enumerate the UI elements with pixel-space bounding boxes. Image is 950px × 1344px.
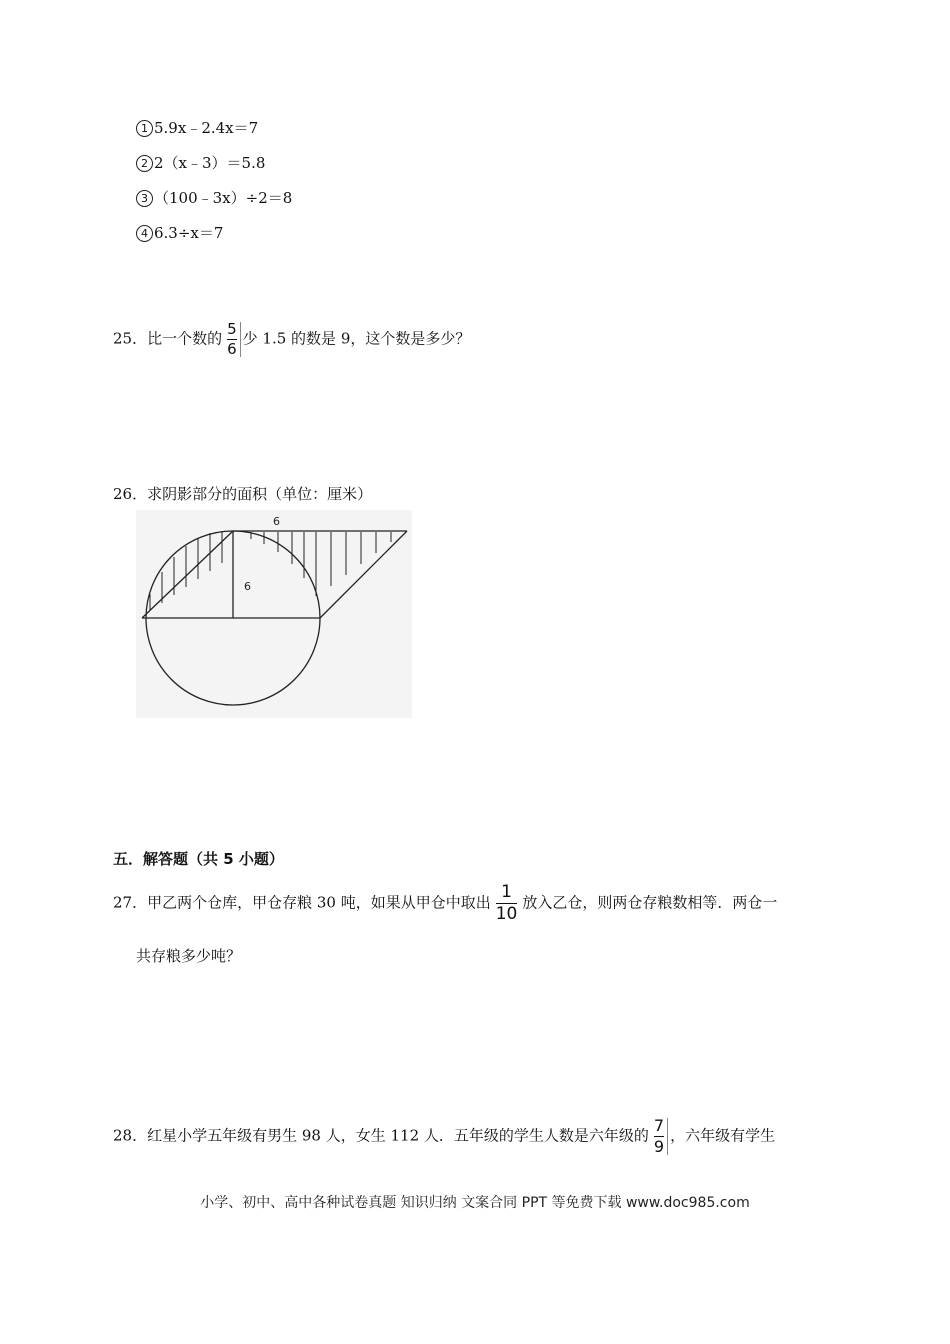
equation-text: （100﹣3x）÷2＝8 xyxy=(154,189,293,207)
question-text: 求阴影部分的面积（单位：厘米） xyxy=(147,485,373,503)
circled-number: 3 xyxy=(136,190,153,207)
circled-number: 4 xyxy=(136,225,153,242)
circled-number: 2 xyxy=(136,155,153,172)
question-text: 红星小学五年级有男生 98 人，女生 112 人．五年级的学生人数是六年级的 xyxy=(147,1126,649,1145)
equation-text: 6.3÷x＝7 xyxy=(154,224,224,242)
fraction-denominator: 10 xyxy=(495,904,518,924)
fraction-numerator: 7 xyxy=(653,1116,665,1135)
fraction xyxy=(651,1118,668,1155)
question-27 xyxy=(113,884,777,923)
question-number: 28． xyxy=(113,1126,148,1145)
equation-text: 5.9x﹣2.4x＝7 xyxy=(154,119,259,137)
question-number: 26． xyxy=(113,485,148,503)
question-28 xyxy=(113,1118,775,1155)
question-text: ，六年级有学生 xyxy=(670,1126,776,1145)
fraction xyxy=(224,322,241,357)
equation-2 xyxy=(136,152,265,173)
fraction-denominator: 9 xyxy=(653,1137,665,1156)
question-text: 甲乙两个仓库，甲仓存粮 30 吨，如果从甲仓中取出 xyxy=(147,893,491,912)
question-text: 比一个数的 xyxy=(147,329,223,348)
question-27-line-2: 共存粮多少吨？ xyxy=(136,947,242,965)
label-radius-length: 6 xyxy=(244,580,251,593)
question-number: 27． xyxy=(113,893,148,912)
equation-text: 2（x﹣3）＝5.8 xyxy=(154,154,266,172)
page-footer: 小学、初中、高中各种试卷真题 知识归纳 文案合同 PPT 等免费下载 www.doc985.com xyxy=(200,1195,750,1211)
question-26 xyxy=(113,483,372,504)
question-text: 少 1.5 的数是 9，这个数是多少？ xyxy=(242,329,471,348)
question-25 xyxy=(113,322,470,357)
fraction xyxy=(493,884,521,923)
section-heading: 五．解答题（共 5 小题） xyxy=(113,850,284,868)
fraction-numerator: 1 xyxy=(501,882,512,902)
equation-4 xyxy=(136,222,223,243)
circled-number: 1 xyxy=(136,120,153,137)
equation-3 xyxy=(136,187,292,208)
equation-1 xyxy=(136,117,258,138)
shaded-area-figure xyxy=(136,510,412,718)
fraction-numerator: 5 xyxy=(227,320,237,338)
fraction-denominator: 6 xyxy=(227,340,237,358)
question-number: 25． xyxy=(113,329,148,348)
label-top-length: 6 xyxy=(273,515,280,528)
question-text: 放入乙仓，则两仓存粮数相等．两仓一 xyxy=(522,893,778,912)
